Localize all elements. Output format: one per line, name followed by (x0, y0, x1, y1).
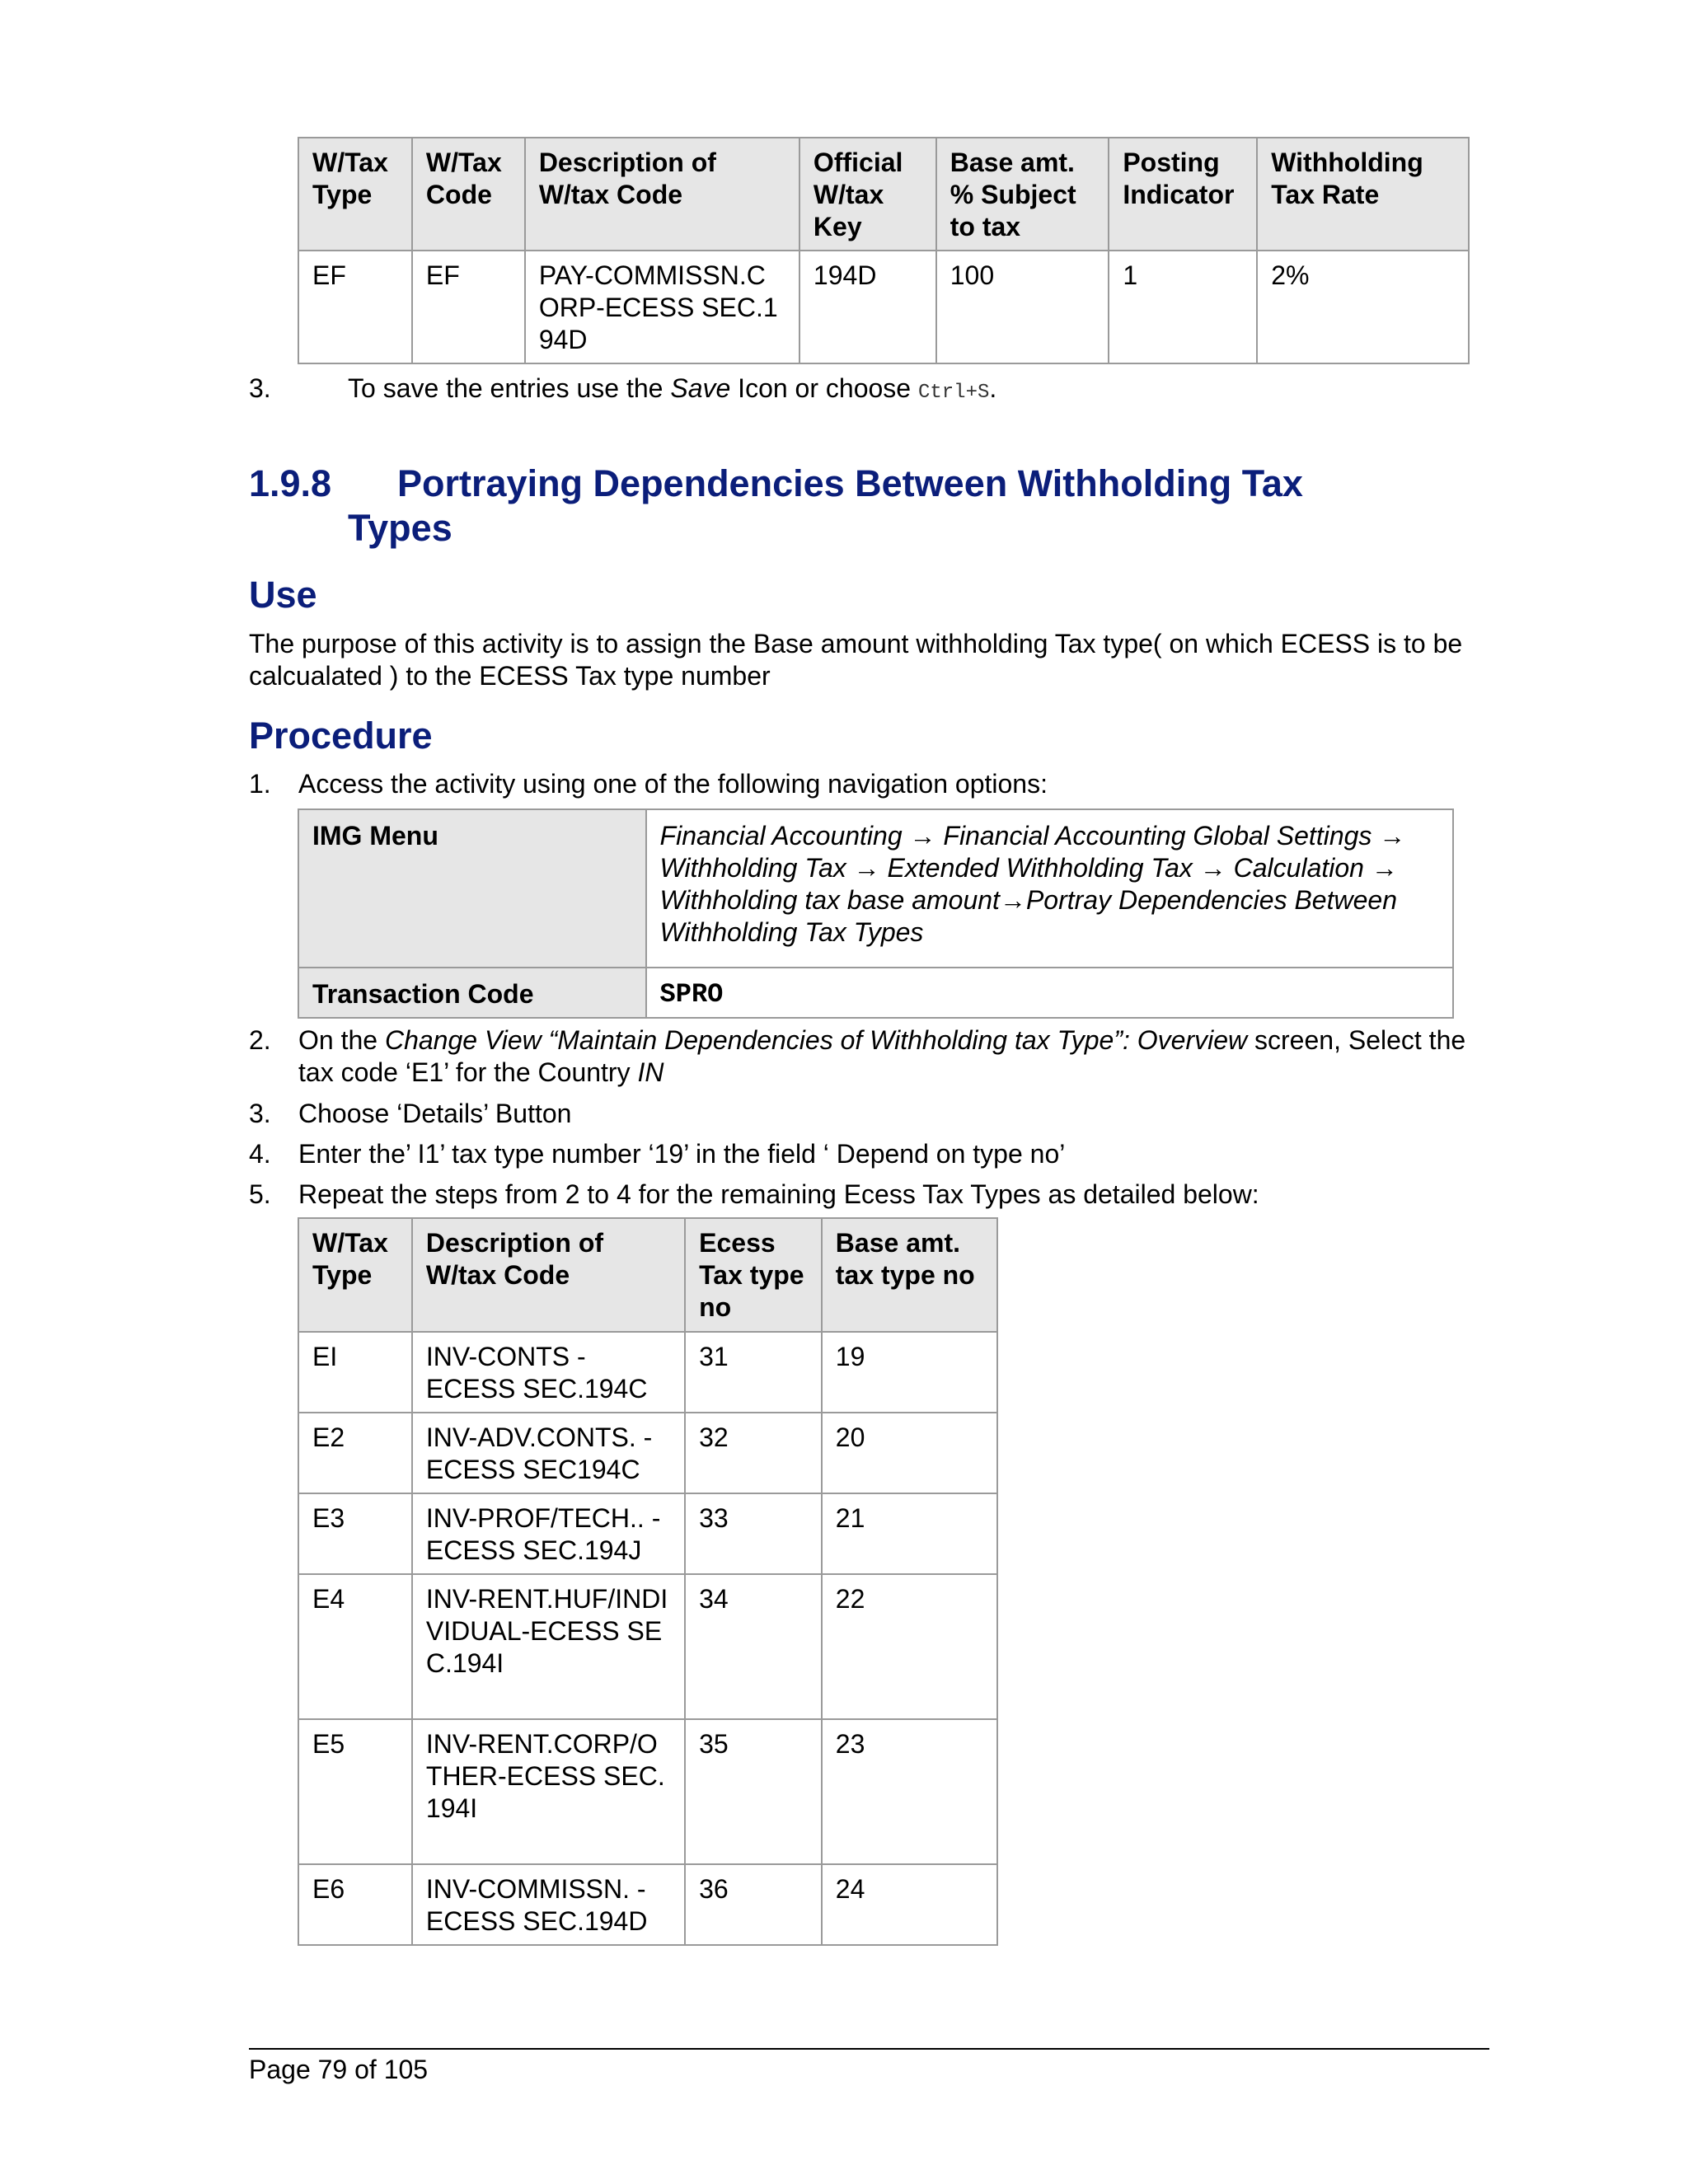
page-number: Page 79 of 105 (249, 2055, 429, 2084)
use-heading: Use (249, 574, 317, 616)
column-header: W/Tax Type (298, 1218, 412, 1332)
column-header: Description of W/tax Code (412, 1218, 685, 1332)
table-cell: INV-PROF/TECH.. -ECESS SEC.194J (412, 1493, 685, 1574)
table-cell: 22 (822, 1574, 997, 1719)
ecess-tax-types-table (298, 1217, 998, 1946)
keyboard-shortcut: Ctrl+S (917, 382, 990, 404)
column-header: W/Tax Code (412, 138, 525, 251)
navigation-options-table (298, 808, 1454, 1019)
table-cell: E2 (298, 1413, 412, 1493)
table-cell: E6 (298, 1864, 412, 1945)
table-cell: 2% (1257, 251, 1469, 363)
column-header: Ecess Tax type no (685, 1218, 822, 1332)
section-number: 1.9.8 (249, 462, 332, 504)
table-cell: 31 (685, 1332, 822, 1413)
table-cell: INV-ADV.CONTS. -ECESS SEC194C (412, 1413, 685, 1493)
table-cell: 23 (822, 1719, 997, 1864)
step-text: On the Change View “Maintain Dependencies of Withholding tax Type”: Overview screen, Select the tax code ‘E1’ for the Country IN (298, 1025, 1466, 1087)
procedure-heading: Procedure (249, 715, 433, 757)
table-cell: 32 (685, 1413, 822, 1493)
table-cell: 34 (685, 1574, 822, 1719)
transaction-code-label: Transaction Code (298, 968, 646, 1018)
table-cell: 24 (822, 1864, 997, 1945)
step-text: Repeat the steps from 2 to 4 for the remaining Ecess Tax Types as detailed below: (298, 1179, 1259, 1209)
column-header: W/Tax Type (298, 138, 412, 251)
table-row (298, 1864, 997, 1945)
table-cell: INV-CONTS -ECESS SEC.194C (412, 1332, 685, 1413)
table-cell: 20 (822, 1413, 997, 1493)
step-number: 3. (249, 373, 271, 403)
table-cell: 1 (1109, 251, 1257, 363)
table-cell: EF (412, 251, 525, 363)
withholding-tax-code-table (298, 137, 1470, 364)
column-header: Base amt. tax type no (822, 1218, 997, 1332)
step-text: Choose ‘Details’ Button (298, 1099, 572, 1128)
table-cell: 19 (822, 1332, 997, 1413)
step-text: Access the activity using one of the following navigation options: (298, 769, 1048, 799)
footer-divider (249, 2048, 1489, 2050)
column-header: Base amt. % Subject to tax (936, 138, 1109, 251)
table-cell: EI (298, 1332, 412, 1413)
table-row (298, 1574, 997, 1719)
table-row (298, 809, 1453, 968)
table-cell: E3 (298, 1493, 412, 1574)
transaction-code-value: SPRO (646, 968, 1453, 1018)
table-row (298, 1493, 997, 1574)
column-header: Withholding Tax Rate (1257, 138, 1469, 251)
table-row (298, 1413, 997, 1493)
column-header: Description of W/tax Code (525, 138, 799, 251)
table-header-row (298, 1218, 997, 1332)
table-cell: INV-COMMISSN. -ECESS SEC.194D (412, 1864, 685, 1945)
save-word: Save (670, 373, 731, 403)
section-title-line1: Portraying Dependencies Between Withholding Tax (397, 462, 1303, 504)
step-text: Enter the’ I1’ tax type number ‘19’ in the field ‘ Depend on type no’ (298, 1139, 1066, 1169)
img-menu-label: IMG Menu (298, 809, 646, 968)
table-cell: 35 (685, 1719, 822, 1864)
section-title-line2: Types (348, 507, 452, 549)
table-row (298, 968, 1453, 1018)
table-header-row (298, 138, 1469, 251)
table-row (298, 251, 1469, 363)
column-header: Official W/tax Key (799, 138, 936, 251)
table-cell: 33 (685, 1493, 822, 1574)
use-paragraph: The purpose of this activity is to assign the Base amount withholding Tax type( on which ECESS is to be calcualated ) to the ECESS Tax type number (249, 629, 1463, 691)
column-header: Posting Indicator (1109, 138, 1257, 251)
table-row (298, 1719, 997, 1864)
step-text: To save the entries use the Save Icon or choose Ctrl+S. (348, 373, 997, 404)
table-cell: 21 (822, 1493, 997, 1574)
table-cell: 194D (799, 251, 936, 363)
table-cell: E4 (298, 1574, 412, 1719)
table-row (298, 1332, 997, 1413)
table-cell: 100 (936, 251, 1109, 363)
table-cell: INV-RENT.HUF/INDIVIDUAL-ECESS SEC.194I (412, 1574, 685, 1719)
table-cell: 36 (685, 1864, 822, 1945)
table-cell: PAY-COMMISSN.CORP-ECESS SEC.194D (525, 251, 799, 363)
table-cell: EF (298, 251, 412, 363)
table-cell: E5 (298, 1719, 412, 1864)
table-cell: INV-RENT.CORP/OTHER-ECESS SEC.194I (412, 1719, 685, 1864)
img-menu-path: Financial Accounting → Financial Accounting Global Settings → Withholding Tax → Extended Withholding Tax → Calculation → Withholding tax base amount→Portray Dependencies Between Withholding Tax Types (646, 809, 1453, 968)
